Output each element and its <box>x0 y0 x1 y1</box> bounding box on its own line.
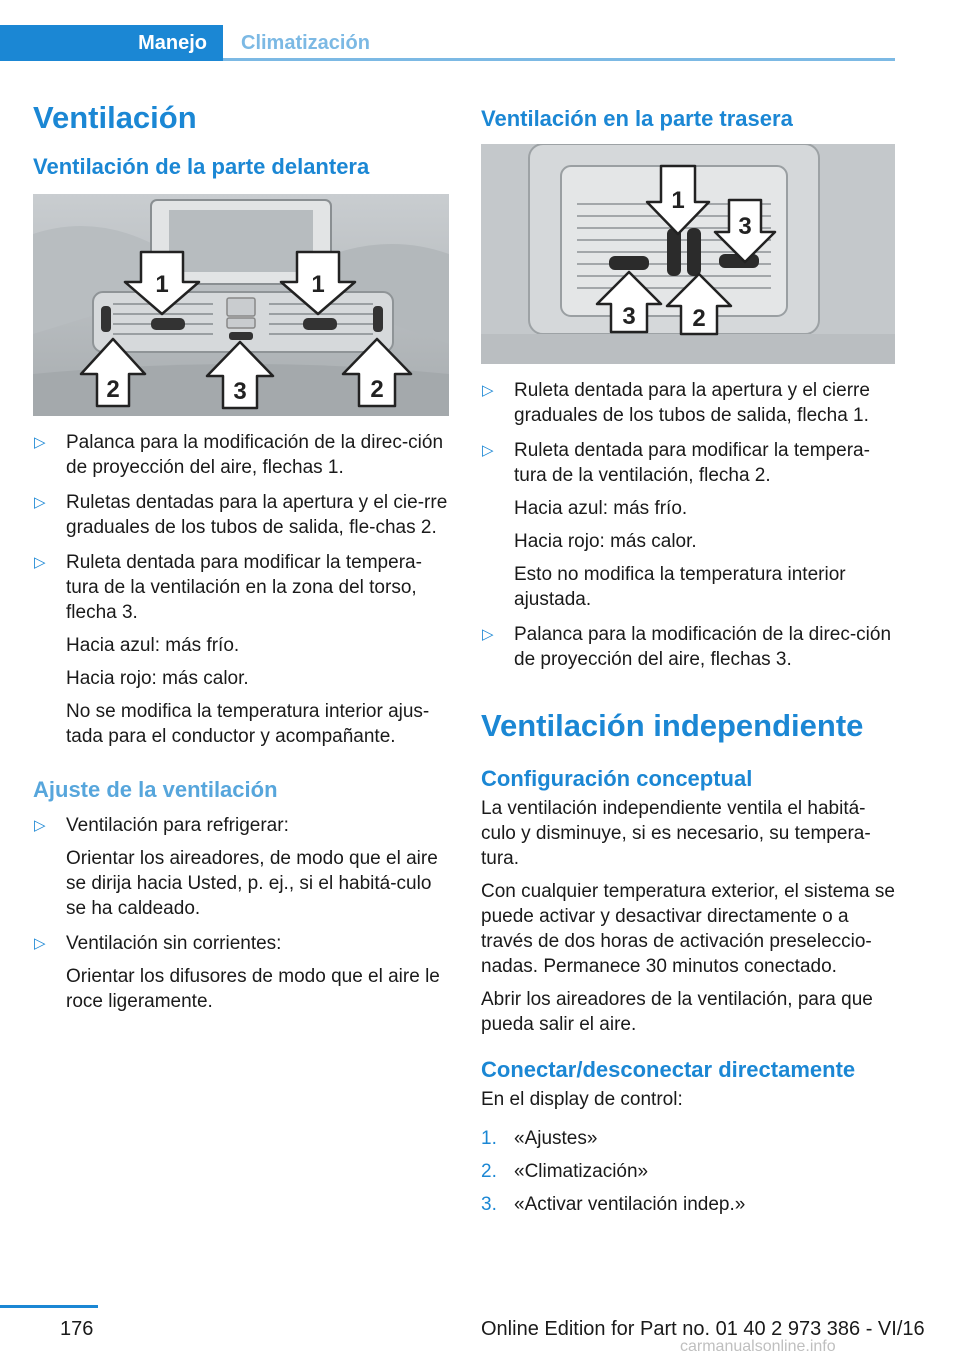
subsection-label: Climatización <box>241 32 370 54</box>
subsection-tab-climatizacion <box>223 25 895 61</box>
rear-label-1: 1 <box>671 187 685 214</box>
watermark: carmanualsonline.info <box>680 1338 836 1355</box>
list-item: 2. «Climatización» <box>481 1161 649 1182</box>
list-item: ▷ Ruletas dentadas para la apertura y el cie‐rre graduales de los tubos de salida, fle‐chas 2. <box>33 490 449 540</box>
list-item: ▷ Ruleta dentada para modificar la tempera‐tura de la ventilación, flecha 2. Hacia azul: más frío. Hacia rojo: más calor. Esto no modifica la temperatura interior ajustada. <box>481 438 895 612</box>
list-item: 3. «Activar ventilación indep.» <box>481 1194 746 1215</box>
heading-adjust-ventilation: Ajuste de la ventilación <box>33 777 278 802</box>
concept-paragraph: Abrir los aireadores de la ventilación, para que pueda salir el aire. <box>481 989 873 1035</box>
list-item: ▷ Ventilación para refrigerar: Orientar los aireadores, de modo que el aire se dirija hacia Usted, p. ej., si el habitá‐culo se ha caldeado. <box>33 813 449 921</box>
list-item: ▷ Ruleta dentada para modificar la tempera‐tura de la ventilación en la zona del torso, flecha 3. Hacia azul: más frío. Hacia rojo: más calor. No se modifica la temperatura interior ajus‐tada para el conductor y acompañante. <box>33 550 449 749</box>
list-item: ▷ Ventilación sin corrientes: Orientar los difusores de modo que el aire le roce ligeramente. <box>33 931 449 1014</box>
front-items-list <box>33 430 449 749</box>
front-label-2b: 2 <box>370 376 384 403</box>
direct-intro: En el display de control: <box>481 1089 683 1110</box>
front-label-1b: 1 <box>311 271 325 298</box>
rear-label-3a: 3 <box>738 213 752 240</box>
list-item: ▷ Palanca para la modificación de la direc‐ción de proyección del aire, flechas 3. <box>481 622 895 672</box>
rear-items-list <box>481 378 895 672</box>
section-tab-manejo <box>0 25 223 61</box>
title-ventilacion: Ventilación <box>33 100 197 135</box>
steps-list <box>481 1126 895 1217</box>
list-item: ▷ Ruleta dentada para la apertura y el cierre graduales de los tubos de salida, flecha 1. <box>481 378 895 428</box>
footer-rule <box>0 1305 98 1308</box>
page-number: 176 <box>60 1318 94 1340</box>
rear-label-2: 2 <box>692 305 706 332</box>
edition-note: Online Edition for Part no. 01 40 2 973 386 - VI/16 <box>481 1318 925 1340</box>
concept-paragraph: Con cualquier temperatura exterior, el sistema se puede activar y desactivar directamente o a través de dos horas de activación preseleccio‐nadas. Permanece 30 minutos conectado. <box>481 881 895 977</box>
heading-front-ventilation: Ventilación de la parte delantera <box>33 154 370 179</box>
left-column <box>33 98 449 1024</box>
front-vents-figure <box>33 194 449 416</box>
rear-label-3b: 3 <box>622 303 636 330</box>
front-label-1a: 1 <box>155 271 169 298</box>
front-label-3: 3 <box>233 378 247 405</box>
heading-rear-ventilation: Ventilación en la parte trasera <box>481 106 793 131</box>
concept-paragraph: La ventilación independiente ventila el habitá‐culo y disminuye, si es necesario, su tempera‐tura. <box>481 798 871 869</box>
title-independent-ventilation: Ventilación independiente <box>481 708 864 743</box>
heading-direct-switch: Conectar/desconectar directamente <box>481 1057 856 1082</box>
heading-concept: Configuración conceptual <box>481 766 753 791</box>
front-label-2a: 2 <box>106 376 120 403</box>
rear-vents-figure <box>481 144 895 364</box>
list-item: 1. «Ajustes» <box>481 1128 598 1149</box>
right-column <box>481 98 895 1225</box>
page-header <box>0 25 895 61</box>
section-label: Manejo <box>138 32 207 54</box>
adjust-items-list <box>33 813 449 1014</box>
list-item: ▷ Palanca para la modificación de la direc‐ción de proyección del aire, flechas 1. <box>33 430 449 480</box>
